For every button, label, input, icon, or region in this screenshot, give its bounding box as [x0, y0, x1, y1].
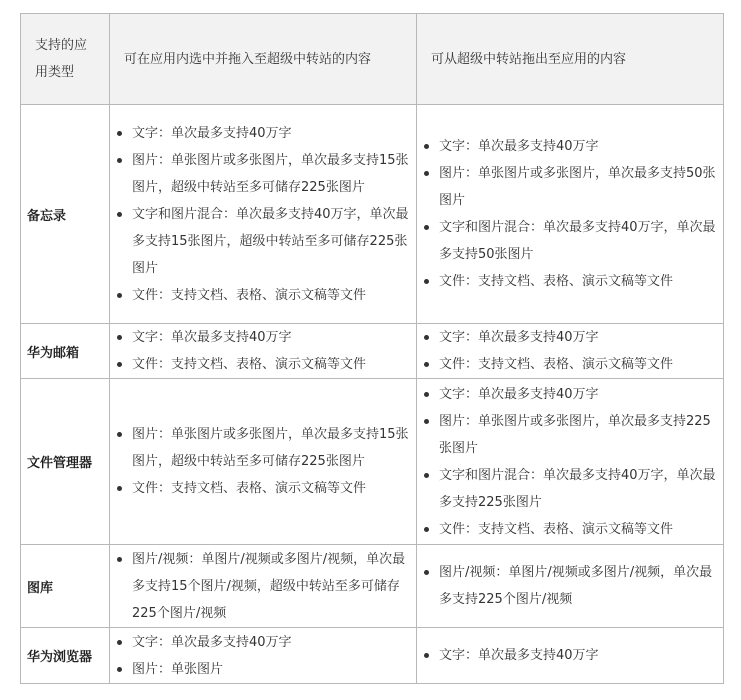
drag-in-list: [110, 120, 416, 309]
drag-in-list: [110, 546, 416, 627]
drag-out-list: [417, 324, 723, 378]
app-name-file-manager: 文件管理器: [21, 379, 110, 545]
drag-in-cell: [110, 545, 417, 628]
list-item: 图片：单张图片或多张图片，单次最多支持15张图片，超级中转站至多可储存225张图片: [110, 147, 410, 201]
list-item: 文件：支持文档、表格、演示文稿等文件: [417, 351, 717, 378]
list-item: 文字：单次最多支持40万字: [110, 324, 410, 351]
supported-content-table: [20, 13, 724, 684]
list-item: 文件：支持文档、表格、演示文稿等文件: [417, 268, 717, 295]
drag-in-cell: [110, 324, 417, 379]
table-row: [21, 379, 724, 545]
drag-out-list: [417, 642, 723, 669]
header-drag-out: [417, 14, 724, 105]
list-item: 文字和图片混合：单次最多支持40万字，单次最多支持50张图片: [417, 214, 717, 268]
drag-in-cell: [110, 379, 417, 545]
drag-in-list: [110, 629, 416, 683]
content-area: [20, 13, 723, 684]
drag-out-list: [417, 133, 723, 295]
list-item: 图片：单张图片或多张图片，单次最多支持225张图片: [417, 408, 717, 462]
table-row: [21, 545, 724, 628]
header-app-type: [21, 14, 110, 105]
list-item: 文字：单次最多支持40万字: [417, 381, 717, 408]
list-item: 文字和图片混合：单次最多支持40万字，单次最多支持15张图片，超级中转站至多可储存225张图片: [110, 201, 410, 282]
list-item: 图片：单张图片: [110, 656, 410, 683]
drag-out-list: [417, 559, 723, 613]
drag-out-list: [417, 381, 723, 543]
header-drag-in: [110, 14, 417, 105]
list-item: 文件：支持文档、表格、演示文稿等文件: [110, 282, 410, 309]
drag-out-cell: [417, 628, 724, 684]
drag-in-list: [110, 324, 416, 378]
header-drag-out-text: 可从超级中转站拖出至应用的内容: [431, 51, 627, 67]
app-name-memo: 备忘录: [21, 105, 110, 324]
list-item: 文字：单次最多支持40万字: [110, 120, 410, 147]
app-name-mail: 华为邮箱: [21, 324, 110, 379]
list-item: 文件：支持文档、表格、演示文稿等文件: [110, 351, 410, 378]
table-row: [21, 628, 724, 684]
list-item: 文件：支持文档、表格、演示文稿等文件: [110, 475, 410, 502]
header-app-type-text: 支持的应用类型: [35, 38, 88, 80]
list-item: 图片/视频：单图片/视频或多图片/视频，单次最多支持15个图片/视频，超级中转站至多可储存225个图片/视频: [110, 546, 410, 627]
list-item: 文字：单次最多支持40万字: [417, 642, 717, 669]
drag-in-cell: [110, 105, 417, 324]
drag-in-list: [110, 421, 416, 502]
list-item: 文字和图片混合：单次最多支持40万字，单次最多支持225张图片: [417, 462, 717, 516]
list-item: 图片：单张图片或多张图片，单次最多支持50张图片: [417, 160, 717, 214]
drag-in-cell: [110, 628, 417, 684]
drag-out-cell: [417, 324, 724, 379]
list-item: 图片：单张图片或多张图片，单次最多支持15张图片，超级中转站至多可储存225张图片: [110, 421, 410, 475]
drag-out-cell: [417, 545, 724, 628]
drag-out-cell: [417, 105, 724, 324]
table-row: [21, 105, 724, 324]
header-drag-in-text: 可在应用内选中并拖入至超级中转站的内容: [124, 51, 372, 67]
app-name-gallery: 图库: [21, 545, 110, 628]
list-item: 文字：单次最多支持40万字: [417, 133, 717, 160]
list-item: 文字：单次最多支持40万字: [110, 629, 410, 656]
list-item: 文字：单次最多支持40万字: [417, 324, 717, 351]
table-row: [21, 324, 724, 379]
app-name-browser: 华为浏览器: [21, 628, 110, 684]
header-row: [21, 14, 724, 105]
drag-out-cell: [417, 379, 724, 545]
list-item: 文件：支持文档、表格、演示文稿等文件: [417, 516, 717, 543]
list-item: 图片/视频：单图片/视频或多图片/视频，单次最多支持225个图片/视频: [417, 559, 717, 613]
